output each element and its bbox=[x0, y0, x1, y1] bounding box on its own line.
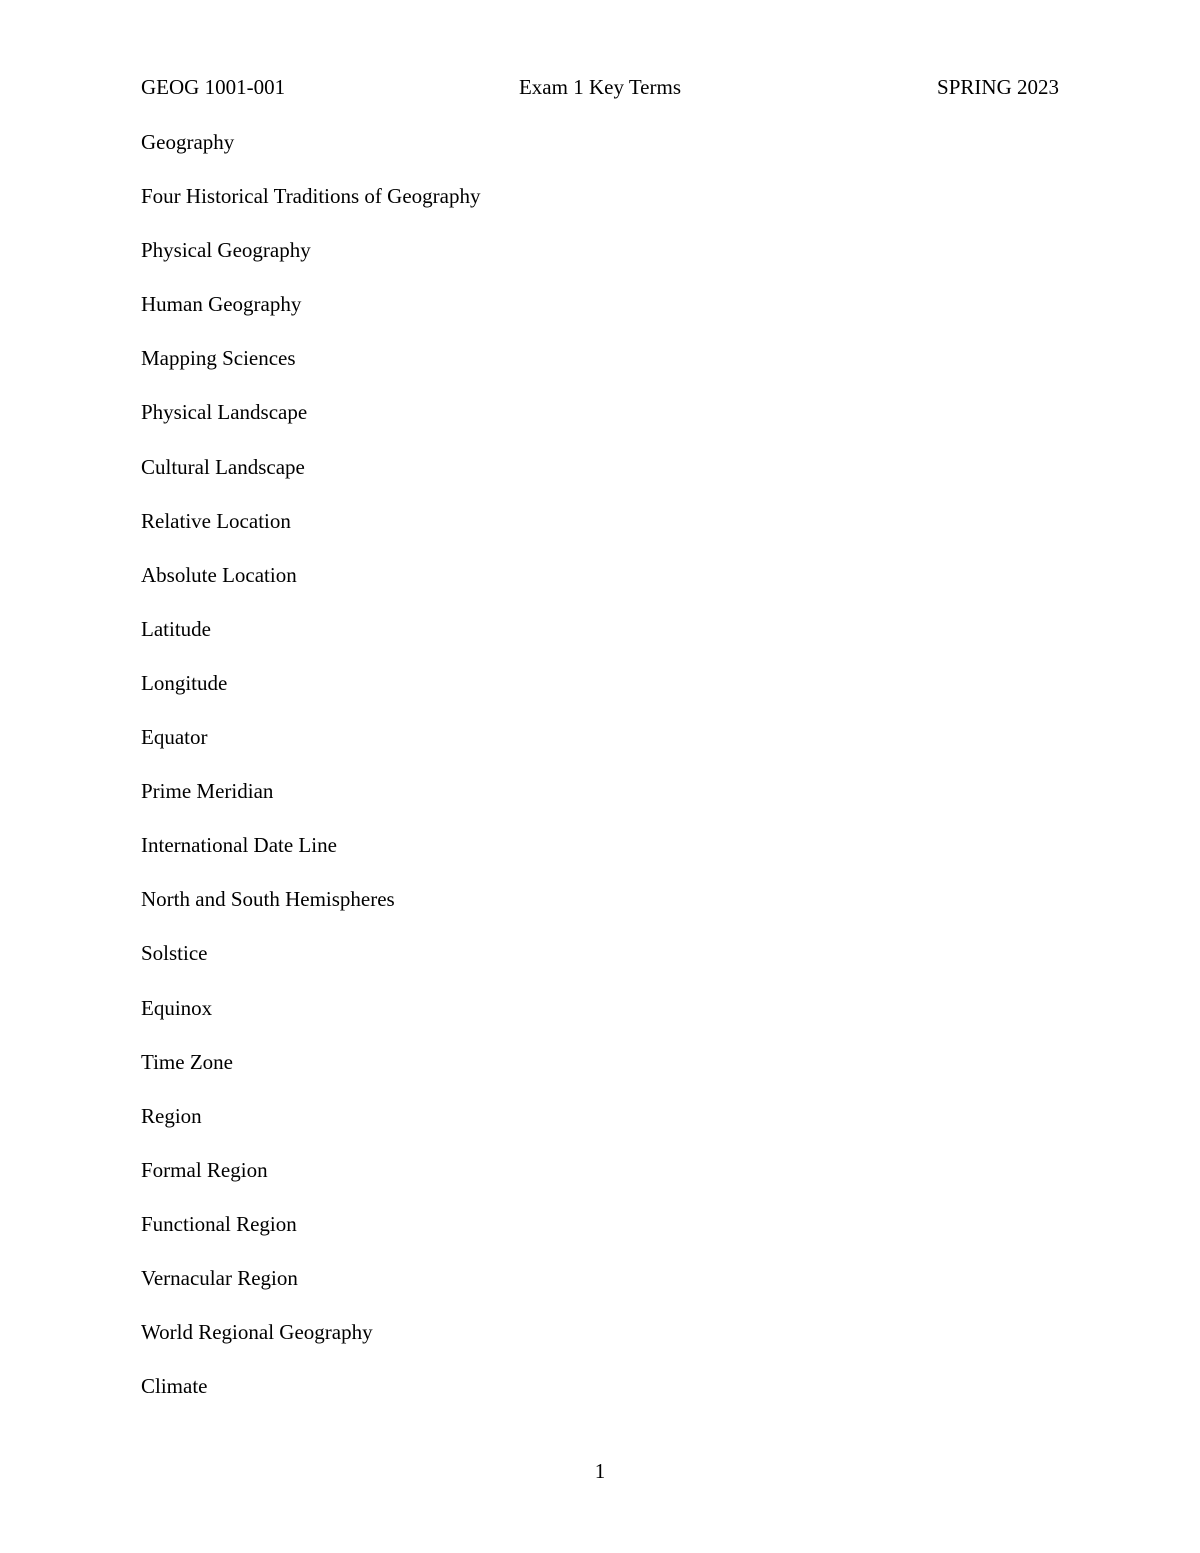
key-term: Time Zone bbox=[141, 1049, 233, 1074]
key-term: World Regional Geography bbox=[141, 1320, 373, 1345]
course-code: GEOG 1001-001 bbox=[141, 75, 286, 99]
key-term: Climate bbox=[141, 1374, 208, 1399]
key-term: Latitude bbox=[141, 616, 211, 641]
key-term: Physical Landscape bbox=[141, 400, 308, 425]
key-term: Region bbox=[141, 1103, 202, 1128]
key-term: Mapping Sciences bbox=[141, 346, 296, 371]
key-term: Four Historical Traditions of Geography bbox=[141, 184, 481, 209]
key-term: Equator bbox=[141, 725, 208, 750]
semester-label: SPRING 2023 bbox=[937, 75, 1059, 99]
key-term: Equinox bbox=[141, 995, 213, 1020]
key-term: Human Geography bbox=[141, 292, 302, 317]
key-term: Physical Geography bbox=[141, 238, 311, 263]
key-term: Relative Location bbox=[141, 508, 291, 533]
key-term: Solstice bbox=[141, 941, 208, 966]
key-term: North and South Hemispheres bbox=[141, 887, 395, 912]
key-term: Absolute Location bbox=[141, 562, 297, 587]
key-term: Longitude bbox=[141, 670, 228, 695]
key-term: Functional Region bbox=[141, 1211, 297, 1236]
key-term: Formal Region bbox=[141, 1157, 268, 1182]
key-term: Cultural Landscape bbox=[141, 454, 305, 479]
key-term: Prime Meridian bbox=[141, 779, 274, 804]
key-term: Vernacular Region bbox=[141, 1265, 298, 1290]
key-term: International Date Line bbox=[141, 833, 337, 858]
document-title: Exam 1 Key Terms bbox=[518, 75, 682, 99]
page-number: 1 bbox=[594, 1459, 606, 1483]
key-term: Geography bbox=[141, 130, 235, 154]
page-header bbox=[141, 72, 1059, 102]
key-terms-list bbox=[141, 127, 480, 1425]
